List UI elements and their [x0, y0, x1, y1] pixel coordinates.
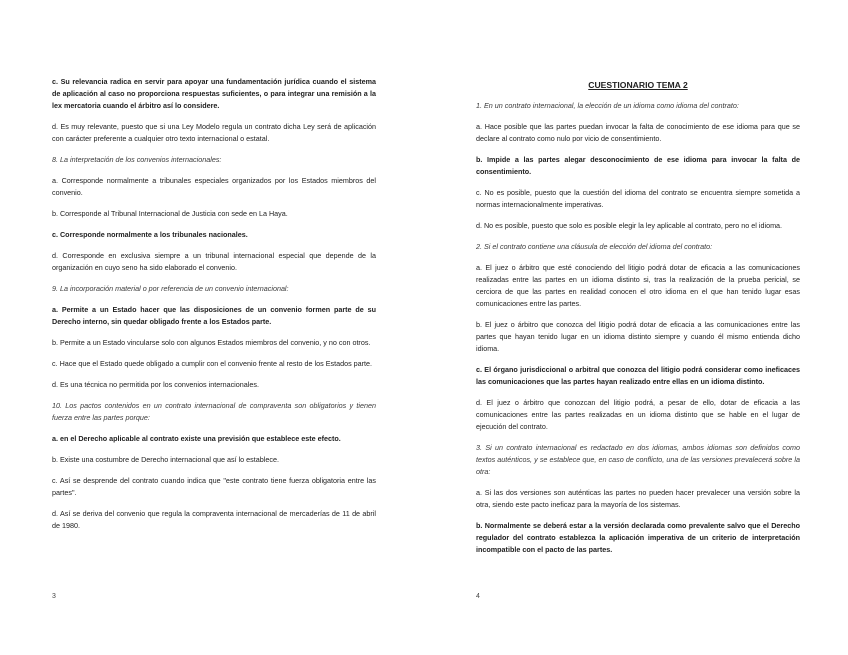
answer-option: c. Su relevancia radica en servir para apoyar una fundamentación jurídica cuando el sistema de aplicación al caso no proporciona respuestas suficientes, o para integrar una remisión a la lex mercatoria cuando el árbitro así lo considere. — [52, 77, 376, 110]
questionnaire-title: CUESTIONARIO TEMA 2 — [588, 80, 688, 90]
answer-option: b. Normalmente se deberá estar a la versión declarada como prevalente salvo que el Derecho regulador del contrato establezca la aplicación imperativa de un criterio de interpretación incompatible con el pacto de las partes. — [476, 521, 800, 554]
answer-option: c. No es posible, puesto que la cuestión del idioma del contrato se encuentra siempre sometida a normas internacionalmente imperativas. — [476, 188, 800, 209]
answer-option: c. Así se desprende del contrato cuando indica que "este contrato tiene fuerza obligatoria entre las partes". — [52, 476, 376, 497]
question-text: 10. Los pactos contenidos en un contrato internacional de compraventa son obligatorios y tienen fuerza entre las partes porque: — [52, 401, 376, 422]
answer-option: b. Corresponde al Tribunal Internacional de Justicia con sede en La Haya. — [52, 209, 288, 218]
answer-option: b. Impide a las partes alegar desconocimiento de ese idioma para invocar la falta de consentimiento. — [476, 155, 800, 176]
answer-option: d. No es posible, puesto que solo es posible elegir la ley aplicable al contrato, pero no el idioma. — [476, 221, 783, 230]
answer-option: d. Es una técnica no permitida por los convenios internacionales. — [52, 380, 259, 389]
page-number: 4 — [476, 593, 480, 600]
answer-option: a. en el Derecho aplicable al contrato existe una previsión que establece este efecto. — [52, 434, 341, 443]
answer-option: d. Así se deriva del convenio que regula la compraventa internacional de mercaderías de 11 de abril de 1980. — [52, 509, 376, 530]
answer-option: b. Permite a un Estado vincularse solo con algunos Estados miembros del convenio, y no con otros. — [52, 338, 371, 347]
answer-option: b. El juez o árbitro que conozca del litigio podrá dotar de eficacia a las comunicaciones entre las partes que hayan tenido lugar en un idioma distinto siempre y cuando él mismo entienda dicho idioma. — [476, 320, 800, 353]
answer-option: d. Corresponde en exclusiva siempre a un tribunal internacional especial que depende de la organización en cuyo seno ha sido elaborado el convenio. — [52, 251, 376, 272]
page-right — [424, 0, 848, 655]
question-text: 8. La interpretación de los convenios internacionales: — [52, 155, 222, 164]
page-number: 3 — [52, 593, 56, 600]
question-text: 3. Si un contrato internacional es redactado en dos idiomas, ambos idiomas son definidos como textos auténticos, y se establece que, en caso de conflicto, una de las versiones prevalecerá sobre la otra: — [476, 443, 800, 476]
question-text: 2. Si el contrato contiene una cláusula de elección del idioma del contrato: — [476, 242, 713, 251]
right-column — [476, 100, 800, 556]
answer-option: b. Existe una costumbre de Derecho internacional que así lo establece. — [52, 455, 279, 464]
answer-option: c. El órgano jurisdiccional o arbitral que conozca del litigio podrá considerar como ineficaces las comunicaciones que las partes hayan realizado entre ellas en un idioma distinto. — [476, 365, 800, 386]
answer-option: a. Permite a un Estado hacer que las disposiciones de un convenio formen parte de su Derecho interno, sin quedar obligado frente a los Estados parte. — [52, 305, 376, 326]
answer-option: a. Hace posible que las partes puedan invocar la falta de conocimiento de ese idioma para que se declare al contrato como nulo por vicio de consentimiento. — [476, 122, 800, 143]
left-column — [52, 76, 376, 532]
answer-option: a. Si las dos versiones son auténticas las partes no pueden hacer prevalecer una versión sobre la otra, siendo este pacto ineficaz para la mayoría de los sistemas. — [476, 488, 800, 509]
answer-option: a. Corresponde normalmente a tribunales especiales organizados por los Estados miembros del convenio. — [52, 176, 376, 197]
answer-option: d. Es muy relevante, puesto que si una Ley Modelo regula un contrato dicha Ley será de aplicación con carácter preferente a cualquier otro texto internacional o estatal. — [52, 122, 376, 143]
question-text: 9. La incorporación material o por referencia de un convenio internacional: — [52, 284, 289, 293]
answer-option: d. El juez o árbitro que conozcan del litigio podrá, a pesar de ello, dotar de eficacia a las comunicaciones entre las partes realizadas en un idioma distinto que se hable en el lugar de ejecución del contrato. — [476, 398, 800, 431]
answer-option: c. Corresponde normalmente a los tribunales nacionales. — [52, 230, 248, 239]
answer-option: c. Hace que el Estado quede obligado a cumplir con el convenio frente al resto de los Estados parte. — [52, 359, 373, 368]
question-text: 1. En un contrato internacional, la elección de un idioma como idioma del contrato: — [476, 101, 739, 110]
answer-option: a. El juez o árbitro que esté conociendo del litigio podrá dotar de eficacia a las comunicaciones realizadas entre las partes en un idioma distinto si, tras la realización de la prueba pericial, se cerciora de que las partes en realidad conocen el otro idioma en el que han tenido lugar esas comunicaciones entre las partes. — [476, 263, 800, 308]
